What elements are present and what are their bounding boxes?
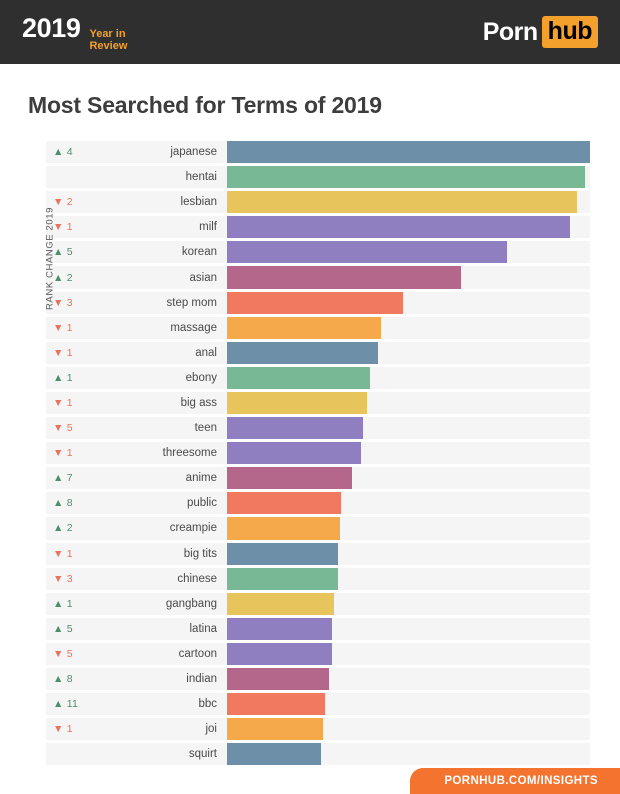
table-row bbox=[46, 191, 590, 213]
table-row bbox=[46, 292, 590, 314]
logo-hub-text: hub bbox=[542, 16, 598, 48]
rank-down-icon: ▼ 1 bbox=[53, 321, 73, 334]
rank-up-icon: ▲ 2 bbox=[53, 522, 73, 535]
bar bbox=[227, 241, 507, 263]
bar-track bbox=[227, 342, 590, 364]
search-term-label: ebony bbox=[185, 371, 217, 384]
table-row bbox=[46, 442, 590, 464]
year-in-review-label bbox=[89, 28, 127, 52]
bar bbox=[227, 568, 338, 590]
page-header bbox=[0, 0, 620, 64]
bar-track bbox=[227, 543, 590, 565]
bar bbox=[227, 367, 370, 389]
search-term-label: squirt bbox=[188, 748, 217, 761]
bar-track bbox=[227, 317, 590, 339]
bar bbox=[227, 141, 590, 163]
rank-change-cell bbox=[46, 372, 90, 384]
rank-down-icon: ▼ 3 bbox=[53, 296, 73, 309]
search-term-label: threesome bbox=[162, 447, 217, 460]
year-label: 2019 bbox=[22, 12, 81, 43]
year-in-review-line1: Year in bbox=[89, 27, 126, 40]
table-row bbox=[46, 317, 590, 339]
rank-change-cell bbox=[46, 422, 90, 434]
rank-change-cell bbox=[46, 573, 90, 585]
rank-change-cell bbox=[46, 623, 90, 635]
table-row bbox=[46, 216, 590, 238]
rank-up-icon: ▲ 1 bbox=[53, 371, 73, 384]
bar-chart bbox=[0, 141, 620, 768]
rank-down-icon: ▼ 2 bbox=[53, 196, 73, 209]
rank-down-icon: ▼ 5 bbox=[53, 422, 73, 435]
bar bbox=[227, 442, 361, 464]
table-row bbox=[46, 241, 590, 263]
search-term-label: big ass bbox=[180, 396, 217, 409]
search-term-label: anime bbox=[185, 472, 217, 485]
table-row bbox=[46, 367, 590, 389]
bar bbox=[227, 317, 381, 339]
bar-track bbox=[227, 643, 590, 665]
rank-change-cell bbox=[46, 673, 90, 685]
page-title: Most Searched for Terms of 2019 bbox=[28, 92, 382, 118]
bar-track bbox=[227, 593, 590, 615]
bar-track bbox=[227, 668, 590, 690]
search-term-label: japanese bbox=[170, 146, 217, 159]
rank-up-icon: ▲ 4 bbox=[53, 146, 73, 159]
rank-change-cell bbox=[46, 397, 90, 409]
search-term-label: korean bbox=[181, 246, 217, 259]
rank-down-icon: ▼ 1 bbox=[53, 723, 73, 736]
search-term-label: public bbox=[186, 497, 217, 510]
bar bbox=[227, 417, 363, 439]
rank-up-icon: ▲ 2 bbox=[53, 271, 73, 284]
bar bbox=[227, 517, 340, 539]
rank-down-icon: ▼ 5 bbox=[53, 647, 73, 660]
rank-change-cell bbox=[46, 698, 90, 710]
logo-porn-text: Porn bbox=[482, 17, 538, 46]
bar-track bbox=[227, 467, 590, 489]
rank-change-cell bbox=[46, 322, 90, 334]
search-term-label: big tits bbox=[183, 547, 217, 560]
bar bbox=[227, 643, 332, 665]
rank-down-icon: ▼ 1 bbox=[53, 346, 73, 359]
bar-track bbox=[227, 216, 590, 238]
page-footer bbox=[0, 760, 620, 794]
search-term-label: massage bbox=[170, 321, 217, 334]
bar-track bbox=[227, 367, 590, 389]
search-term-label: joi bbox=[205, 723, 217, 736]
search-term-label: anal bbox=[195, 346, 217, 359]
search-term-label: step mom bbox=[166, 296, 217, 309]
rank-up-icon: ▲ 11 bbox=[53, 698, 79, 711]
rank-up-icon: ▲ 1 bbox=[53, 597, 73, 610]
rank-change-cell bbox=[46, 347, 90, 359]
table-row bbox=[46, 718, 590, 740]
bar-track bbox=[227, 442, 590, 464]
rank-up-icon: ▲ 7 bbox=[53, 472, 73, 485]
bar-track bbox=[227, 693, 590, 715]
search-term-label: cartoon bbox=[178, 647, 217, 660]
table-row bbox=[46, 392, 590, 414]
rank-change-cell bbox=[46, 648, 90, 660]
bar bbox=[227, 593, 334, 615]
rank-change-cell bbox=[46, 548, 90, 560]
search-term-label: lesbian bbox=[180, 196, 217, 209]
year-in-review-branding bbox=[22, 13, 127, 52]
pornhub-logo[interactable] bbox=[483, 16, 598, 48]
rank-up-icon: ▲ 8 bbox=[53, 497, 73, 510]
bar bbox=[227, 166, 585, 188]
rank-change-cell bbox=[46, 598, 90, 610]
bar bbox=[227, 216, 570, 238]
bar bbox=[227, 191, 577, 213]
rank-down-icon: ▼ 1 bbox=[53, 221, 73, 234]
search-term-label: indian bbox=[186, 673, 217, 686]
year-in-review-line2: Review bbox=[89, 39, 128, 52]
rank-down-icon: ▼ 3 bbox=[53, 572, 73, 585]
bar bbox=[227, 467, 352, 489]
table-row bbox=[46, 492, 590, 514]
table-row bbox=[46, 668, 590, 690]
bar-track bbox=[227, 517, 590, 539]
bar-track bbox=[227, 166, 590, 188]
table-row bbox=[46, 417, 590, 439]
rank-change-axis-text: RANK CHANGE 2019 bbox=[44, 206, 56, 311]
table-row bbox=[46, 618, 590, 640]
table-row bbox=[46, 141, 590, 163]
rank-down-icon: ▼ 1 bbox=[53, 447, 73, 460]
table-row bbox=[46, 166, 590, 188]
table-row bbox=[46, 593, 590, 615]
bar bbox=[227, 392, 367, 414]
rank-change-cell bbox=[46, 146, 90, 158]
rank-down-icon: ▼ 1 bbox=[53, 396, 73, 409]
rank-up-icon: ▲ 8 bbox=[53, 673, 73, 686]
bar-track bbox=[227, 492, 590, 514]
bar bbox=[227, 668, 329, 690]
insights-url-banner[interactable] bbox=[410, 768, 620, 794]
bar bbox=[227, 618, 332, 640]
rank-up-icon: ▲ 5 bbox=[53, 246, 73, 259]
rank-change-cell bbox=[46, 522, 90, 534]
table-row bbox=[46, 693, 590, 715]
rank-change-cell bbox=[46, 472, 90, 484]
search-term-label: teen bbox=[194, 422, 217, 435]
rank-up-icon: ▲ 5 bbox=[53, 622, 73, 635]
bar-track bbox=[227, 141, 590, 163]
bar-track bbox=[227, 292, 590, 314]
search-term-label: creampie bbox=[169, 522, 217, 535]
table-row bbox=[46, 543, 590, 565]
search-term-label: asian bbox=[189, 271, 217, 284]
bar-track bbox=[227, 417, 590, 439]
table-row bbox=[46, 467, 590, 489]
table-row bbox=[46, 568, 590, 590]
table-row bbox=[46, 517, 590, 539]
bar bbox=[227, 342, 378, 364]
bar bbox=[227, 492, 341, 514]
bar bbox=[227, 718, 323, 740]
bar bbox=[227, 266, 461, 288]
bar bbox=[227, 543, 338, 565]
rank-change-cell bbox=[46, 723, 90, 735]
bar bbox=[227, 292, 403, 314]
bar-track bbox=[227, 241, 590, 263]
search-term-label: latina bbox=[189, 622, 217, 635]
bar bbox=[227, 693, 325, 715]
insights-url-text: PORNHUB.COM/INSIGHTS bbox=[444, 775, 598, 787]
search-term-label: hentai bbox=[185, 171, 217, 184]
table-row bbox=[46, 266, 590, 288]
rank-down-icon: ▼ 1 bbox=[53, 547, 73, 560]
bar-track bbox=[227, 618, 590, 640]
search-term-label: milf bbox=[199, 221, 217, 234]
bar-track bbox=[227, 392, 590, 414]
bar-track bbox=[227, 191, 590, 213]
rank-change-cell bbox=[46, 447, 90, 459]
bar-track bbox=[227, 718, 590, 740]
table-row bbox=[46, 643, 590, 665]
search-term-label: gangbang bbox=[165, 597, 217, 610]
bar-rows bbox=[46, 141, 590, 768]
search-term-label: bbc bbox=[198, 698, 217, 711]
table-row bbox=[46, 342, 590, 364]
y-axis-label bbox=[28, 141, 56, 768]
rank-change-cell bbox=[46, 497, 90, 509]
bar-track bbox=[227, 568, 590, 590]
search-term-label: chinese bbox=[177, 572, 217, 585]
bar-track bbox=[227, 266, 590, 288]
